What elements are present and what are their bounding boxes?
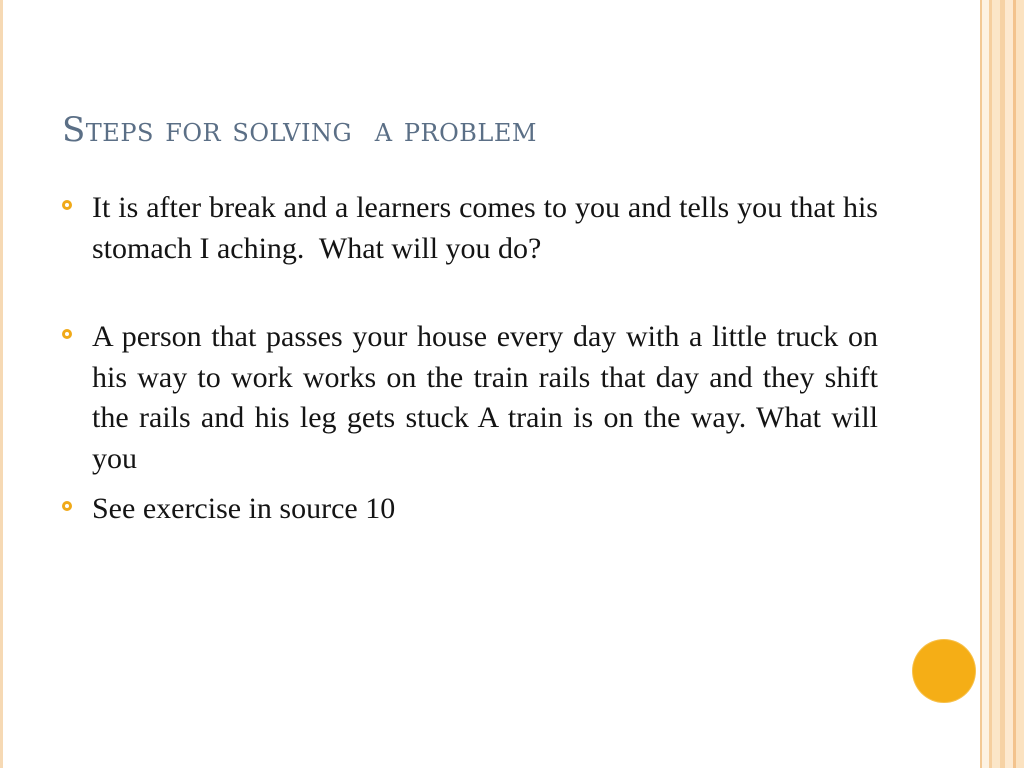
bullet-circle-icon <box>62 200 72 210</box>
bullet-circle-icon <box>62 501 72 511</box>
slide-title: Steps for solving a problem <box>62 110 537 150</box>
stripe <box>1016 0 1024 768</box>
bullet-text: A person that passes your house every day with a little truck on his way to work works on the train rails that day and they shift the rails and his leg gets stuck A train is on the way. What will you <box>92 320 886 475</box>
accent-circle-decoration <box>913 640 975 702</box>
left-border-rule <box>0 0 3 768</box>
bullet-item <box>62 317 886 479</box>
bullet-item <box>62 188 886 269</box>
bullet-text: See exercise in source 10 <box>92 492 396 525</box>
bullet-circle-icon <box>62 329 72 339</box>
bullet-item <box>62 489 878 530</box>
stripe <box>992 0 1000 768</box>
stripe <box>1005 0 1013 768</box>
bullet-text: It is after break and a learners comes to you and tells you that his stomach I aching. What will you do? <box>92 191 886 265</box>
decorative-side-stripes <box>980 0 1024 768</box>
bullet-list <box>62 188 886 530</box>
stripe <box>982 0 989 768</box>
